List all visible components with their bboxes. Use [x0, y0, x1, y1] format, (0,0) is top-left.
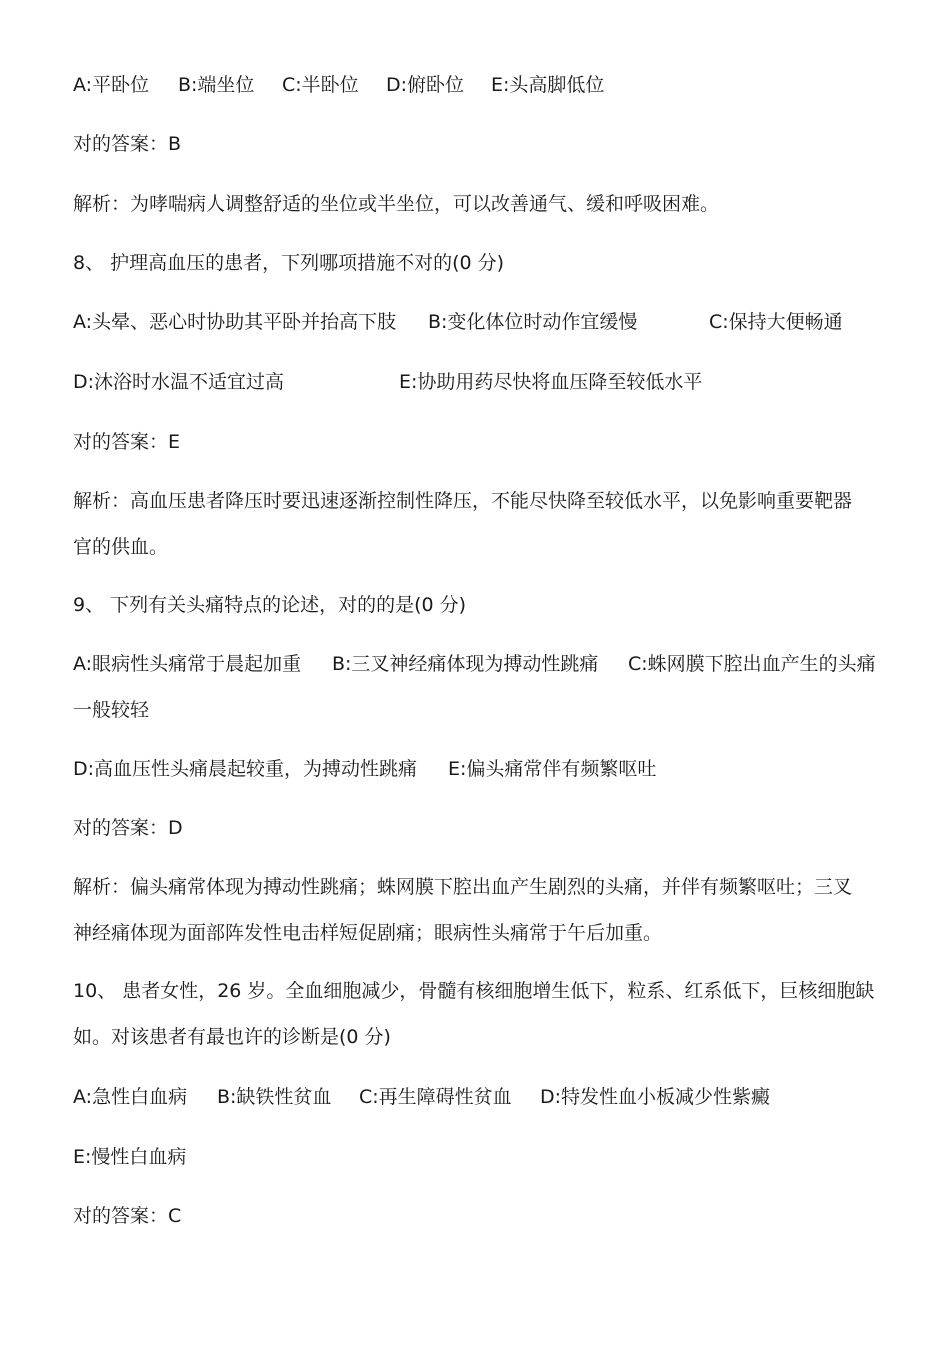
- q7-option-e: E:头高脚低位: [491, 74, 605, 96]
- q10-answer: 对的答案：C: [73, 1205, 182, 1227]
- q7-option-c: C:半卧位: [282, 74, 359, 96]
- q9-option-c: C:蛛网膜下腔出血产生的头痛: [628, 653, 876, 675]
- q10-question-line1: 10、 患者女性，26 岁。全血细胞减少，骨髓有核细胞增生低下，粒系、红系低下，巨核细胞缺: [73, 980, 875, 1002]
- q7-option-a: A:平卧位: [73, 74, 150, 96]
- q10-option-e: E:慢性白血病: [73, 1146, 187, 1168]
- q9-option-d: D:高血压性头痛晨起较重，为搏动性跳痛: [73, 758, 418, 780]
- q10-option-b: B:缺铁性贫血: [217, 1086, 332, 1108]
- q8-option-b: B:变化体位时动作宜缓慢: [428, 311, 638, 333]
- q9-option-b: B:三叉神经痛体现为搏动性跳痛: [332, 653, 599, 675]
- q8-option-e: E:协助用药尽快将血压降至较低水平: [399, 371, 703, 393]
- q8-option-d: D:沐浴时水温不适宜过高: [73, 371, 285, 393]
- q8-answer: 对的答案：E: [73, 431, 181, 453]
- q7-answer: 对的答案：B: [73, 133, 182, 155]
- q7-option-b: B:端坐位: [178, 74, 255, 96]
- q7-option-d: D:俯卧位: [386, 74, 465, 96]
- q9-analysis-line2: 神经痛体现为面部阵发性电击样短促剧痛；眼病性头痛常于午后加重。: [73, 922, 663, 944]
- q8-option-c: C:保持大便畅通: [709, 311, 843, 333]
- q9-option-a: A:眼病性头痛常于晨起加重: [73, 653, 302, 675]
- q8-analysis-line2: 官的供血。: [73, 536, 169, 558]
- q9-analysis-line1: 解析：偏头痛常体现为搏动性跳痛；蛛网膜下腔出血产生剧烈的头痛，并伴有频繁呕吐；三叉: [73, 876, 853, 898]
- q10-option-d: D:特发性血小板减少性紫癜: [540, 1086, 771, 1108]
- q10-option-c: C:再生障碍性贫血: [359, 1086, 512, 1108]
- q10-option-a: A:急性白血病: [73, 1086, 188, 1108]
- q8-analysis-line1: 解析：高血压患者降压时要迅速逐渐控制性降压，不能尽快降至较低水平，以免影响重要靶器: [73, 490, 853, 512]
- q9-question: 9、 下列有关头痛特点的论述，对的的是(0 分): [73, 594, 467, 616]
- q9-option-e: E:偏头痛常伴有频繁呕吐: [448, 758, 657, 780]
- q10-question-line2: 如。对该患者有最也许的诊断是(0 分): [73, 1026, 391, 1048]
- q8-option-a: A:头晕、恶心时协助其平卧并抬高下肢: [73, 311, 397, 333]
- q9-option-c-cont: 一般较轻: [73, 699, 150, 721]
- q7-analysis: 解析：为哮喘病人调整舒适的坐位或半坐位，可以改善通气、缓和呼吸困难。: [73, 193, 720, 215]
- q9-answer: 对的答案：D: [73, 817, 183, 839]
- q8-question: 8、 护理高血压的患者，下列哪项措施不对的(0 分): [73, 252, 505, 274]
